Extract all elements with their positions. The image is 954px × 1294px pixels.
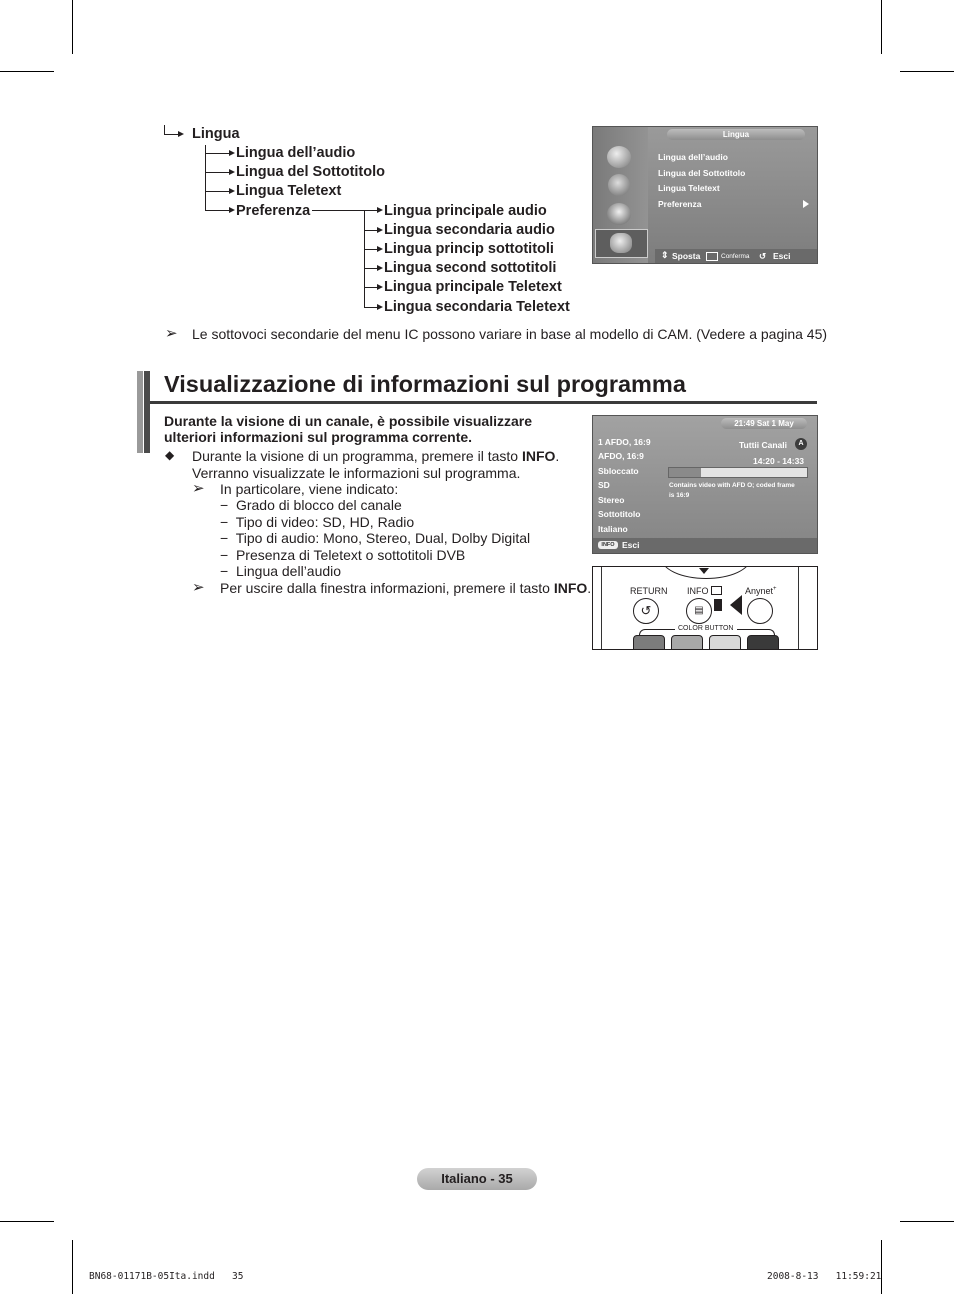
- crop-mark: [881, 1240, 882, 1294]
- info-label: INFO: [687, 586, 709, 596]
- enter-icon: [706, 252, 718, 261]
- crop-mark: [900, 1221, 954, 1222]
- note-arrow-icon: ➢: [192, 480, 205, 497]
- cam-note: Le sottovoci secondarie del menu IC possono variare in base al modello di CAM. (Vedere a pagina 45): [192, 326, 828, 342]
- heading-side-bar: [144, 371, 150, 453]
- tree-pref-secondary-teletext: Lingua secondaria Teletext: [384, 299, 570, 315]
- page-number: Italiano - 35: [417, 1168, 537, 1190]
- dash-item: − Presenza di Teletext o sottotitoli DVB: [220, 547, 466, 563]
- section-title: Visualizzazione di informazioni sul programma: [164, 371, 686, 397]
- anynet-button[interactable]: [747, 598, 773, 624]
- footer-confirm: Conferma: [721, 253, 750, 260]
- channel-list: Tuttii Canali: [739, 440, 788, 450]
- remote-edge: [798, 567, 799, 649]
- intro-line-2: ulteriori informazioni sul programma corrente.: [164, 429, 473, 445]
- tree-item-audio-language: Lingua dell’audio: [236, 145, 356, 161]
- crop-mark: [0, 71, 54, 72]
- program-progress-bar: [668, 467, 808, 478]
- info-left-item: Italiano: [598, 524, 628, 534]
- program-progress-fill: [669, 468, 701, 477]
- info-left-item: Stereo: [598, 495, 625, 505]
- info-label-icon: [711, 586, 722, 595]
- sound-icon: [608, 174, 630, 196]
- crop-mark: [900, 71, 954, 72]
- pointer-arrow-icon: [714, 599, 722, 611]
- menu-title: Lingua: [722, 130, 750, 139]
- menu-item-audio-language[interactable]: Lingua dell’audio: [658, 152, 728, 162]
- menu-item-teletext-language[interactable]: Lingua Teletext: [658, 183, 720, 193]
- footer-move: Sposta: [672, 251, 701, 261]
- crop-mark: [72, 0, 73, 54]
- step1-line-2: Verranno visualizzate le informazioni sul programma.: [192, 465, 521, 481]
- dash-item: − Lingua dell’audio: [220, 563, 342, 579]
- antenna-badge: A: [795, 438, 807, 450]
- info-button[interactable]: ▤: [686, 598, 712, 624]
- tree-item-teletext-language: Lingua Teletext: [236, 183, 342, 199]
- heading-side-bar: [137, 371, 143, 453]
- tree-pref-secondary-subtitle: Lingua second sottotitoli: [384, 260, 557, 276]
- menu-footer: [655, 249, 817, 263]
- tree-root: Lingua: [192, 126, 240, 142]
- info-left-item: Sbloccato: [598, 466, 639, 476]
- dash-item: − Tipo di video: SD, HD, Radio: [220, 514, 415, 530]
- program-info-screen: [592, 415, 818, 554]
- dash-item: − Grado di blocco del canale: [220, 497, 402, 513]
- sub-note: In particolare, viene indicato:: [220, 481, 399, 497]
- info-left-item: Sottotitolo: [598, 509, 641, 519]
- red-color-button[interactable]: [633, 635, 665, 650]
- tree-pref-primary-audio: Lingua principale audio: [384, 203, 547, 219]
- menu-item-preference[interactable]: Preferenza: [658, 199, 702, 209]
- down-arrow-icon: [699, 568, 709, 574]
- language-icon-selected: [595, 229, 648, 258]
- return-label: RETURN: [630, 586, 668, 596]
- yellow-color-button[interactable]: [709, 635, 741, 650]
- remote-illustration: [592, 566, 818, 650]
- submenu-arrow-icon: [803, 200, 809, 208]
- slug-date: 2008-8-13 11:59:21: [767, 1271, 882, 1282]
- crop-mark: [72, 1240, 73, 1294]
- info-footer: [593, 538, 817, 553]
- info-left-item: SD: [598, 480, 610, 490]
- return-button[interactable]: ↺: [633, 598, 659, 624]
- description-line: is 16:9: [669, 492, 690, 499]
- info-left-item: AFDO, 16:9: [598, 451, 644, 461]
- note-arrow-icon: ➢: [192, 579, 205, 596]
- crop-mark: [0, 1221, 54, 1222]
- tree-item-subtitle-language: Lingua del Sottotitolo: [236, 164, 386, 180]
- slug-file: BN68-01171B-05Ita.indd 35: [89, 1271, 244, 1282]
- exit-note: Per uscire dalla finestra informazioni, premere il tasto INFO.: [220, 580, 592, 596]
- dash-item: − Tipo di audio: Mono, Stereo, Dual, Dolby Digital: [220, 530, 531, 546]
- diamond-bullet-icon: ◆: [165, 448, 175, 462]
- picture-icon: [607, 146, 631, 168]
- language-menu-screen: [592, 126, 818, 264]
- anynet-label: Anynet+: [745, 586, 777, 596]
- tree-pref-secondary-audio: Lingua secondaria audio: [384, 222, 555, 238]
- menu-item-subtitle-language[interactable]: Lingua del Sottotitolo: [658, 168, 746, 178]
- remote-edge: [601, 567, 602, 649]
- crop-mark: [881, 0, 882, 54]
- datetime: 21:49 Sat 1 May: [734, 419, 794, 428]
- section-rule: [150, 401, 817, 404]
- time-range: 14:20 - 14:33: [753, 456, 805, 466]
- green-color-button[interactable]: [671, 635, 703, 650]
- note-arrow-icon: ➢: [165, 325, 178, 342]
- info-exit: Esci: [622, 540, 640, 550]
- blue-color-button[interactable]: [747, 635, 779, 650]
- return-icon: ↺: [759, 251, 767, 261]
- intro-line-1: Durante la visione di un canale, è possibile visualizzare: [164, 413, 533, 429]
- tree-item-preference: Preferenza: [236, 203, 311, 219]
- step1-line-1: Durante la visione di un programma, premere il tasto INFO.: [192, 448, 560, 464]
- info-left-item: 1 AFDO, 16:9: [598, 437, 651, 447]
- color-button-label: COLOR BUTTON: [675, 625, 737, 632]
- description-line: Contains video with AFD O; coded frame: [669, 482, 795, 489]
- pointer-arrow-icon: [730, 595, 742, 615]
- info-key-icon: INFO: [598, 541, 618, 549]
- tree-pref-primary-teletext: Lingua principale Teletext: [384, 279, 562, 295]
- updown-icon: ⇕: [661, 250, 669, 260]
- setup-icon: [607, 203, 631, 225]
- footer-exit: Esci: [773, 251, 791, 261]
- tree-pref-primary-subtitle: Lingua princip sottotitoli: [384, 241, 554, 257]
